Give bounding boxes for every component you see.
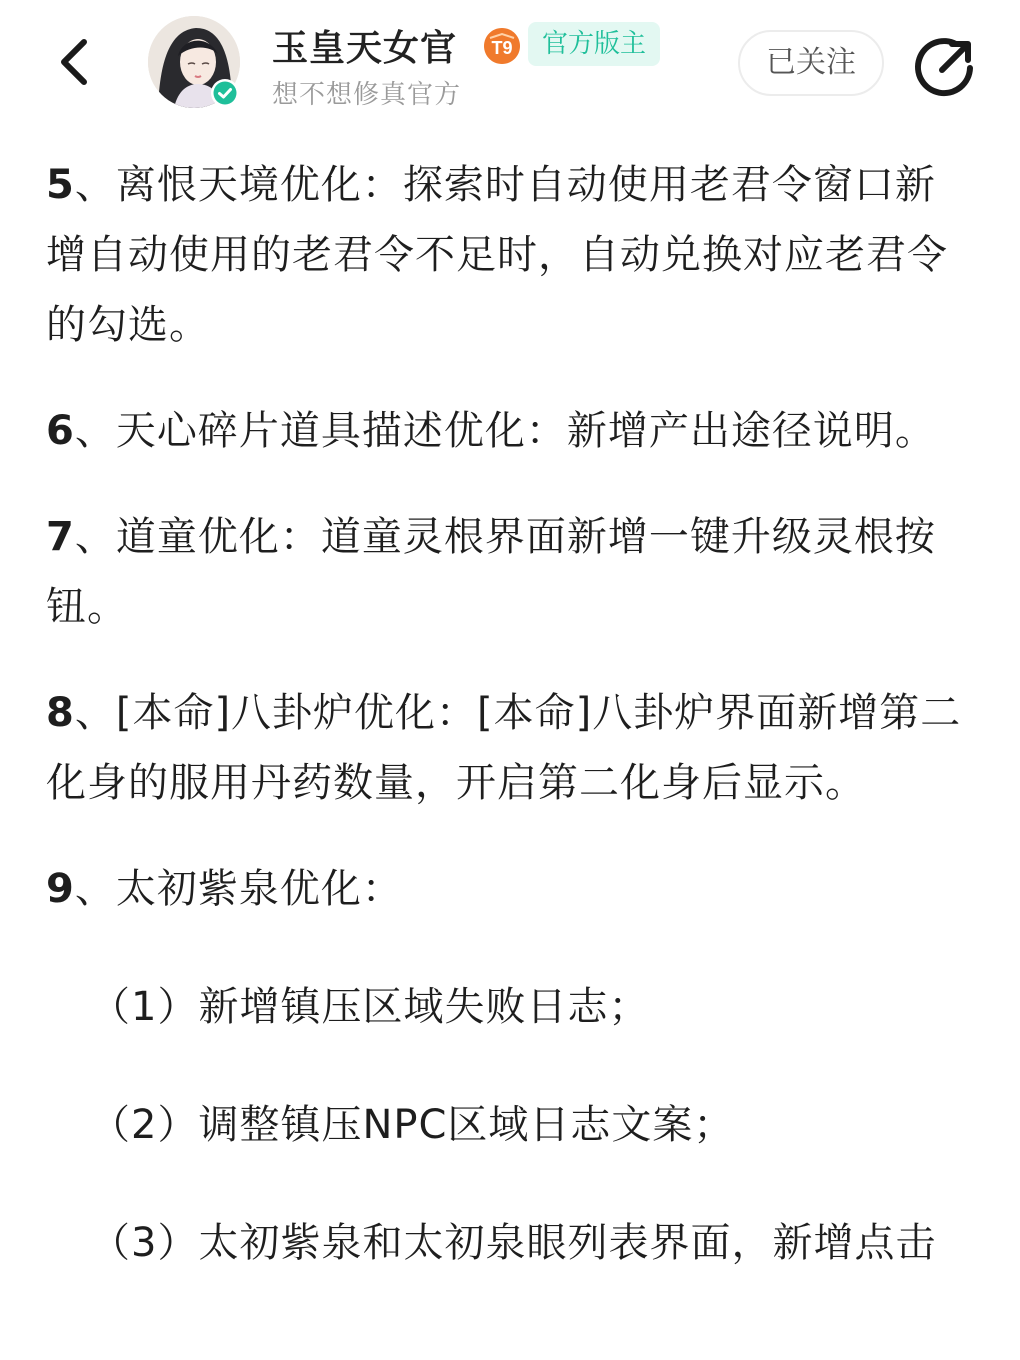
post-header — [0, 0, 1020, 130]
list-item: 7、道童优化：道童灵根界面新增一键升级灵根按钮。 — [46, 514, 936, 630]
share-icon[interactable] — [912, 34, 978, 100]
follow-button[interactable]: 已关注 — [738, 30, 884, 96]
sub-list-item: （1）新增镇压区域失败日志； — [90, 984, 650, 1030]
list-item: 5、离恨天境优化：探索时自动使用老君令窗口新增自动使用的老君令不足时，自动兑换对应老君令的勾选。 — [46, 162, 948, 348]
level-badge-icon — [482, 26, 522, 66]
svg-text:T9: T9 — [491, 38, 513, 58]
user-subtitle: 想不想修真官方 — [272, 80, 462, 110]
user-name[interactable]: 玉皇天女官 — [272, 28, 458, 69]
list-item: 6、天心碎片道具描述优化：新增产出途径说明。 — [46, 408, 936, 454]
sub-list-item: （3）太初紫泉和太初泉眼列表界面，新增点击 — [90, 1220, 937, 1266]
list-item: 9、太初紫泉优化： — [46, 866, 403, 912]
post-content — [46, 150, 976, 1326]
avatar[interactable] — [148, 16, 240, 108]
list-item: 8、[本命]八卦炉优化：[本命]八卦炉界面新增第二化身的服用丹药数量，开启第二化身后显示。 — [46, 690, 962, 806]
check-badge-icon — [210, 78, 240, 108]
sub-list-item: （2）调整镇压NPC区域日志文案； — [90, 1102, 735, 1148]
chevron-left-icon[interactable] — [44, 30, 108, 94]
role-tag: 官方版主 — [528, 22, 660, 66]
